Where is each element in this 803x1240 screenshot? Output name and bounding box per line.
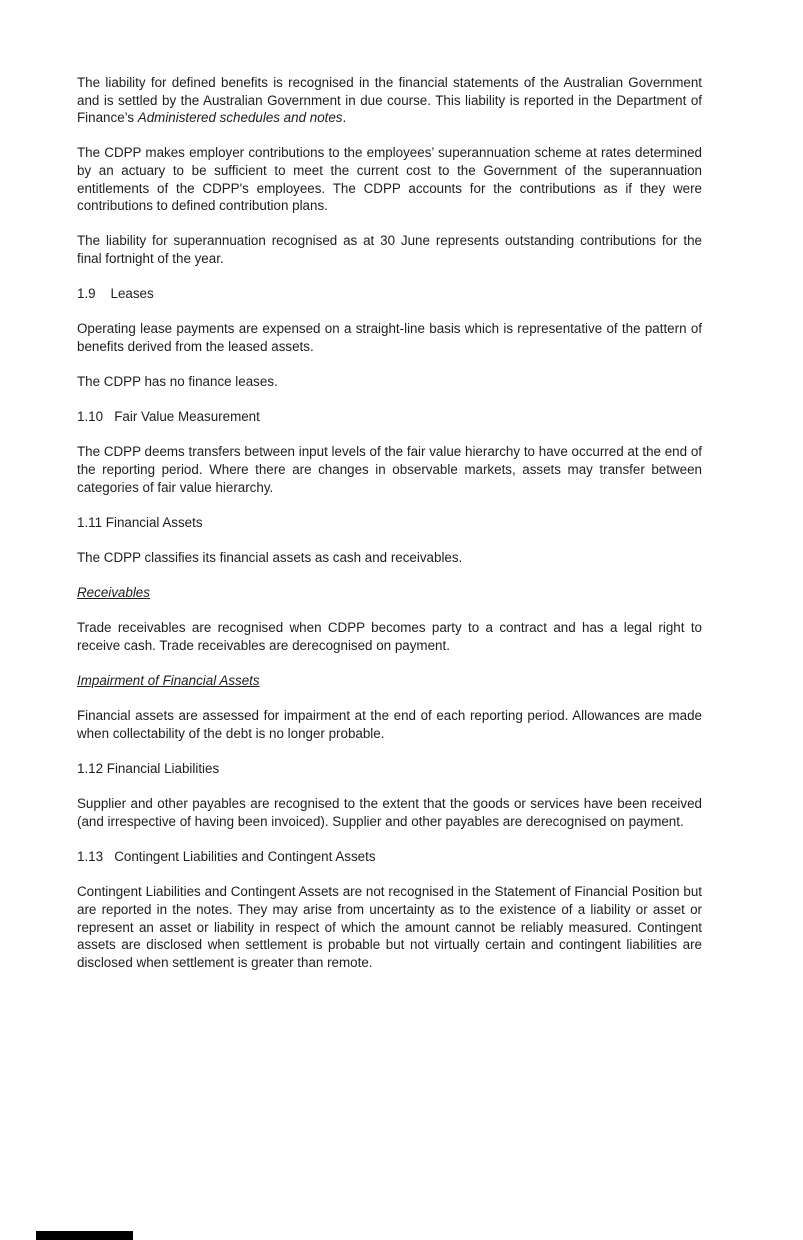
paragraph-trade-receivables: Trade receivables are recognised when CDPP becomes party to a contract and has a legal right to receive cash. Trade receivables are derecognised on payment. (77, 620, 702, 653)
paragraph-defined-benefits (77, 74, 702, 127)
section-heading-1-13-contingent: 1.13 Contingent Liabilities and Contingent Assets (77, 849, 376, 865)
paragraph-contingent: Contingent Liabilities and Contingent Assets are not recognised in the Statement of Financial Position but are reported in the notes. They may arise from uncertainty as to the existence of a liability or asset or represent an asset or liability in respect of which the amount cannot be reliably measured. Contingent assets are disclosed when settlement is probable but not virtually certain and contingent liabilities are disclosed when settlement is greater than remote. (77, 884, 702, 970)
section-heading-1-9-leases: 1.9 Leases (77, 286, 154, 302)
paragraph-impairment: Financial assets are assessed for impairment at the end of each reporting period. Allowances are made when collectability of the debt is no longer probable. (77, 708, 702, 741)
paragraph-text: The liability for defined benefits is recognised in the financial statements of the Australian Government and is settled by the Australian Government in due course. This liability is reported in the Department of Finance’s (77, 75, 702, 126)
paragraph-financial-assets: The CDPP classifies its financial assets as cash and receivables. (77, 550, 463, 566)
paragraph-text: . (342, 110, 347, 126)
section-heading-1-12-financial-liabilities: 1.12 Financial Liabilities (77, 761, 220, 777)
subheading-impairment-of-financial-assets: Impairment of Financial Assets (77, 673, 260, 689)
paragraph-fair-value: The CDPP deems transfers between input levels of the fair value hierarchy to have occurred at the end of the reporting period. Where there are changes in observable markets, assets may transfer between categories of fair value hierarchy. (77, 444, 702, 495)
paragraph-supplier-payables: Supplier and other payables are recognised to the extent that the goods or services have been received (and irrespective of having been invoiced). Supplier and other payables are derecognised on payment. (77, 796, 702, 829)
paragraph-superannuation-liability: The liability for superannuation recognised as at 30 June represents outstanding contributions for the final fortnight of the year. (77, 233, 702, 266)
paragraph-no-finance-leases: The CDPP has no finance leases. (77, 374, 278, 390)
partial-footer-bar (36, 1231, 133, 1240)
italic-phrase-administered-schedules: Administered schedules and notes (137, 110, 343, 126)
document-content (77, 74, 702, 989)
section-heading-1-11-financial-assets: 1.11 Financial Assets (77, 514, 203, 530)
subheading-receivables: Receivables (77, 585, 150, 601)
paragraph-employer-contributions: The CDPP makes employer contributions to the employees’ superannuation scheme at rates determined by an actuary to be sufficient to meet the current cost to the Government of the superannuation entitlements of the CDPP's employees. The CDPP accounts for the contributions as if they were contributions to defined contribution plans. (77, 145, 702, 214)
paragraph-operating-leases: Operating lease payments are expensed on a straight-line basis which is representative of the pattern of benefits derived from the leased assets. (77, 321, 702, 354)
section-heading-1-10-fair-value: 1.10 Fair Value Measurement (77, 409, 260, 425)
